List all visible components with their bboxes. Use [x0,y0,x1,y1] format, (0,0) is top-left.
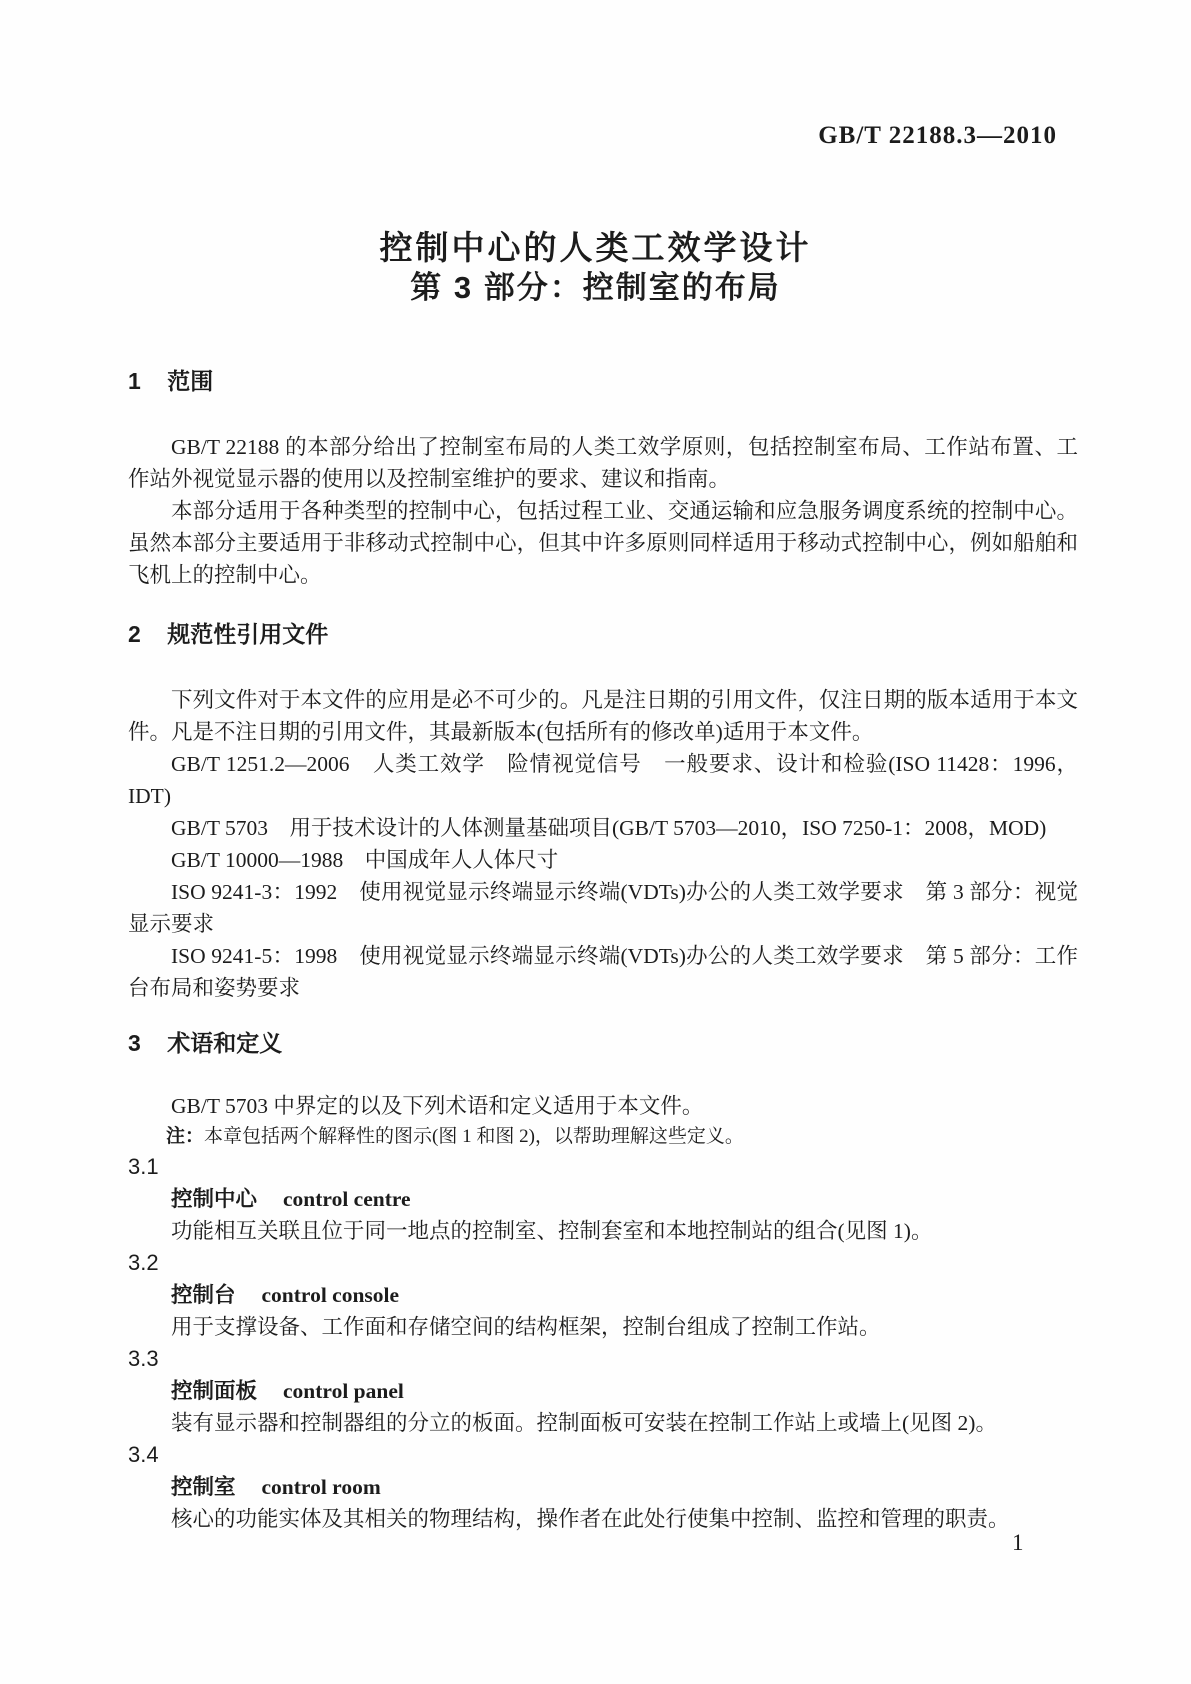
term-number: 3.3 [128,1346,159,1371]
document-title-line2: 第 3 部分：控制室的布局 [410,270,781,305]
document-title-line1: 控制中心的人类工效学设计 [379,229,812,266]
term-chinese: 控制面板 [171,1379,258,1403]
section-3-heading [128,1027,1078,1059]
reference-item: GB/T 5703 用于技术设计的人体测量基础项目(GB/T 5703—2010，ISO 7250-1：2008，MOD) [171,816,1047,840]
section-3-title: 术语和定义 [167,1030,283,1056]
normative-references-intro: 下列文件对于本文件的应用是必不可少的。凡是注日期的引用文件，仅注日期的版本适用于本文件。凡是不注日期的引用文件，其最新版本(包括所有的修改单)适用于本文件。 [128,688,1078,744]
term-definition [128,1151,1078,1247]
term-english: control panel [283,1379,404,1403]
term-title [171,1471,1078,1503]
term-english: control console [261,1283,400,1307]
document-title [0,228,1191,308]
section-2-number: 2 [128,621,141,647]
term-chinese: 控制中心 [171,1187,258,1211]
term-english: control centre [283,1187,411,1211]
term-title [171,1375,1078,1407]
reference-item: GB/T 1251.2—2006 人类工效学 险情视觉信号 一般要求、设计和检验(ISO 11428：1996，IDT) [128,752,1078,808]
term-chinese: 控制室 [171,1475,236,1499]
term-english: control room [261,1475,381,1499]
note-label: 注： [166,1126,205,1147]
terms-intro: GB/T 5703 中界定的以及下列术语和定义适用于本文件。 [171,1094,704,1118]
term-definition-text: 用于支撑设备、工作面和存储空间的结构框架，控制台组成了控制工作站。 [171,1315,881,1339]
note [128,1122,1078,1151]
reference-item: ISO 9241-5：1998 使用视觉显示终端显示终端(VDTs)办公的人类工效学要求 第 5 部分：工作台布局和姿势要求 [128,944,1078,1000]
section-1-title: 范围 [167,368,214,394]
reference-item: ISO 9241-3：1992 使用视觉显示终端显示终端(VDTs)办公的人类工效学要求 第 3 部分：视觉显示要求 [128,880,1078,936]
note-text: 本章包括两个解释性的图示(图 1 和图 2)，以帮助理解这些定义。 [204,1126,744,1147]
section-2-heading [128,618,1078,650]
reference-item: GB/T 10000—1988 中国成年人人体尺寸 [171,848,559,872]
term-number: 3.1 [128,1154,159,1179]
term-definition [128,1343,1078,1439]
standard-code: GB/T 22188.3—2010 [818,122,1057,149]
section-1-number: 1 [128,368,141,394]
term-number: 3.4 [128,1442,159,1467]
term-definition-text: 功能相互关联且位于同一地点的控制室、控制套室和本地控制站的组合(见图 1)。 [171,1219,933,1243]
term-definition-text: 装有显示器和控制器组的分立的板面。控制面板可安装在控制工作站上或墙上(见图 2)。 [171,1411,997,1435]
section-1-heading [128,365,1078,397]
term-number: 3.2 [128,1250,159,1275]
page-number: 1 [1012,1530,1024,1555]
term-definition-text: 核心的功能实体及其相关的物理结构，操作者在此处行使集中控制、监控和管理的职责。 [171,1507,1010,1531]
document-body [128,365,1078,1535]
term-title [171,1279,1078,1311]
section-3-number: 3 [128,1030,141,1056]
term-definition [128,1439,1078,1535]
section-2-title: 规范性引用文件 [167,621,329,647]
term-definition [128,1247,1078,1343]
scope-paragraph: GB/T 22188 的本部分给出了控制室布局的人类工效学原则，包括控制室布局、工作站布置、工作站外视觉显示器的使用以及控制室维护的要求、建议和指南。 [128,435,1078,491]
term-title [171,1183,1078,1215]
term-chinese: 控制台 [171,1283,236,1307]
scope-paragraph: 本部分适用于各种类型的控制中心，包括过程工业、交通运输和应急服务调度系统的控制中心。虽然本部分主要适用于非移动式控制中心，但其中许多原则同样适用于移动式控制中心，例如船舶和飞机上的控制中心。 [128,499,1078,587]
